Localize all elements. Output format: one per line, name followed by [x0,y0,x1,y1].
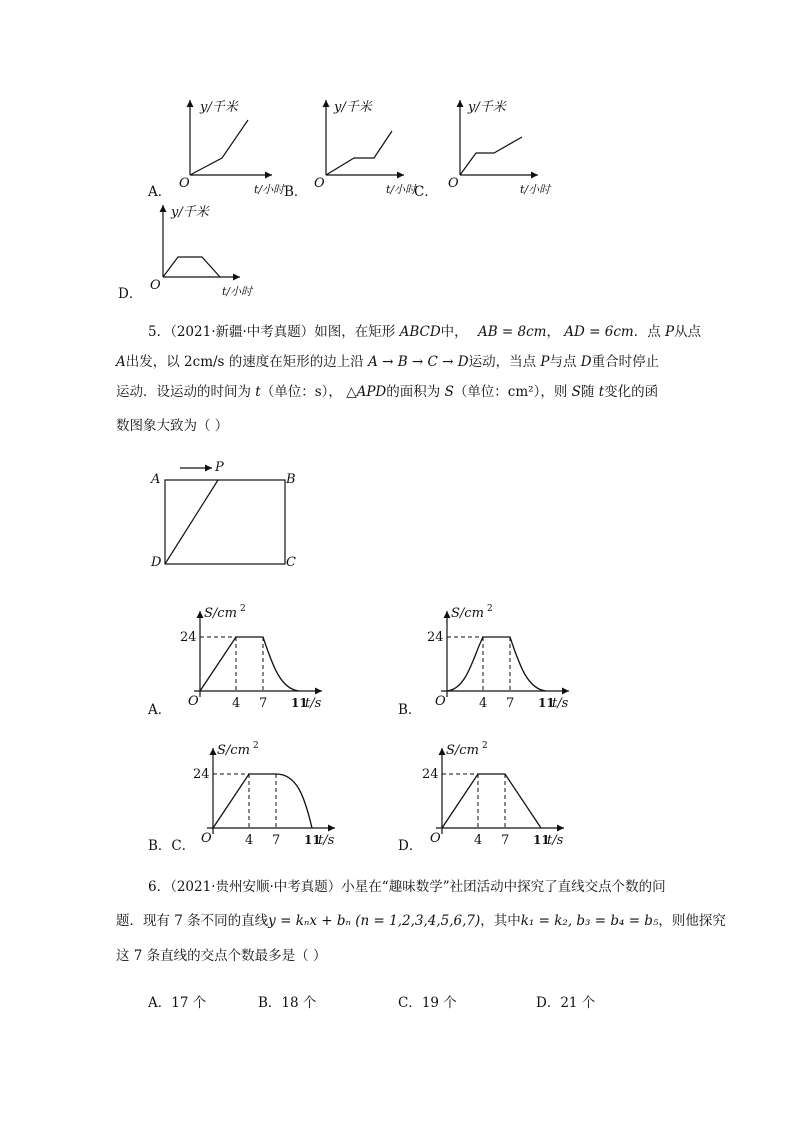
q4-b-t-label: t/小时 [386,183,417,196]
q6-text: ，其中 [480,913,521,929]
q5-option-c[interactable]: B．C． [148,838,196,854]
q5-option-b[interactable]: B． [398,702,422,718]
q5-text: 随 [580,384,595,400]
graph-c-y-label: S/cm [217,743,250,758]
graph-b-y-label: S/cm [451,606,484,621]
graph-d-y-label-sup: 2 [482,741,488,751]
graph-c-tick-11: 11 [304,833,321,847]
q4-option-c[interactable]: C． [414,184,438,200]
q5-var-s: S [444,384,454,400]
q4-graphs [0,0,794,310]
q5-text: 运动．设运动的时间为 [116,384,251,400]
q6-text: ，则他探究 [658,913,726,929]
graph-a-tick-11: 11 [291,696,308,710]
q4-option-b[interactable]: B． [284,184,308,200]
q5-point-d: D [580,354,592,370]
q4-a-t-label: t/小时 [254,183,285,196]
q6-choice-b[interactable]: B．18 个 [258,995,317,1011]
q5-var-s: S [571,384,581,400]
q4-b-origin: O [314,176,325,191]
q4-b-y-label: y/千米 [334,100,372,115]
q5-rect-name: ABCD [399,324,441,340]
q5-text: 重合时停止 [591,354,660,370]
graph-b-tick-11: 11 [538,696,555,710]
q5-point-p: P [540,354,550,370]
q4-a-y-label: y/千米 [200,100,238,115]
q6-source: （2021·贵州安顺·中考真题） [170,879,342,895]
graph-c-y-label-sup: 2 [253,741,259,751]
q4-a-origin: O [179,176,190,191]
graph-line [460,137,522,175]
rect-label-a: A [151,472,161,487]
graph-a-curve [200,637,299,691]
graph-c-tick-7: 7 [272,833,281,848]
q5-line-1: 5．（2021·新疆·中考真题）如图，在矩形 ABCD中， AB = 8cm， AD = 6cm．点 P从点 [148,324,702,340]
rect-label-c: C [286,555,296,570]
q6-condition: k₁ = k₂, b₃ = b₄ = b₅ [520,913,659,929]
q5-option-d[interactable]: D． [398,838,423,854]
q5-text: 运动，当点 [468,354,537,370]
graph-line [326,131,392,175]
segment-dp [165,480,218,564]
graph-b-tick-7: 7 [506,696,515,711]
q6-line-2 [116,911,726,931]
graph-a-origin: O [188,694,199,709]
q5-line-4: 数图象大致为（ ） [116,418,229,434]
q6-number: 6． [148,879,171,895]
q5-triangle: △APD [346,384,387,400]
graph-d-tick-24: 24 [422,767,439,782]
q5-line-3 [116,382,658,402]
q5-text: （单位：cm²），则 [453,384,568,400]
graph-a-tick-7: 7 [259,696,268,711]
q5-text: 与点 [549,354,577,370]
q5-text: 如图，在矩形 [314,324,396,340]
rect-label-b: B [286,472,296,487]
q4-d-origin: O [150,278,161,293]
graph-d-x-label: t/s [547,833,564,848]
graph-d-y-label: S/cm [446,743,479,758]
q5-text: 变化的函 [604,384,659,400]
q5-source: （2021·新疆·中考真题） [170,324,315,340]
graph-c-tick-24: 24 [193,767,210,782]
graph-line [190,120,248,175]
q5-ad: AD = 6cm [564,324,634,340]
rect-abcd [165,480,285,564]
q5-point-p: P [665,324,675,340]
graph-b-tick-4: 4 [479,696,488,711]
graph-b-origin: O [435,694,446,709]
q5-var-t: t [598,384,605,400]
q6-choice-c[interactable]: C．19 个 [398,995,457,1011]
graph-a-tick-4: 4 [232,696,241,711]
graph-a-tick-24: 24 [180,630,197,645]
q4-c-y-label: y/千米 [468,100,506,115]
q5-number: 5． [148,324,171,340]
q5-var-t: t [255,384,261,400]
q4-option-a[interactable]: A． [148,184,172,200]
q5-line-2 [116,352,659,372]
graph-a-x-label: t/s [305,696,322,711]
q6-text: 小星在“趣味数学”社团活动中探究了直线交点个数的问 [341,879,666,895]
q6-choice-a[interactable]: A．17 个 [148,995,207,1011]
rect-label-p: P [215,460,224,475]
graph-b-tick-24: 24 [427,630,444,645]
graph-d-tick-7: 7 [501,833,510,848]
graph-line [163,257,220,277]
graph-c-origin: O [201,831,212,846]
graph-a-y-label: S/cm [204,606,237,621]
graph-c-curve [213,774,312,828]
q6-line-3: 这 7 条直线的交点个数最多是（ ） [116,948,327,964]
q5-option-a[interactable]: A． [148,702,172,718]
graph-d-curve [442,774,541,828]
q5-text: ．点 [633,324,661,340]
q5-text: 中， [440,324,468,340]
rect-label-d: D [151,555,162,570]
graph-d-origin: O [430,831,441,846]
q4-d-y-label: y/千米 [171,205,209,220]
graph-c-tick-4: 4 [245,833,254,848]
q5-ab: AB = 8cm [477,324,547,340]
graph-b-x-label: t/s [552,696,569,711]
q4-c-t-label: t/小时 [520,183,551,196]
graph-b-curve [447,637,546,691]
q4-c-origin: O [448,176,459,191]
q5-text: （单位：s）， [260,384,342,400]
graph-d-tick-11: 11 [533,833,550,847]
q5-text: 从点 [674,324,702,340]
q4-option-d[interactable]: D． [118,286,143,302]
graph-d-tick-4: 4 [474,833,483,848]
q6-text: 题．现有 7 条不同的直线 [116,913,269,929]
graph-a-y-label-sup: 2 [240,604,246,614]
q5-text: 出发，以 2cm/s 的速度在矩形的边上沿 [125,354,364,370]
graph-c-x-label: t/s [318,833,335,848]
q6-formula: y = kₙx + bₙ (n = 1,2,3,4,5,6,7) [268,913,481,929]
q5-text: 的面积为 [386,384,441,400]
q6-line-1 [148,877,666,897]
q5-route: A → B → C → D [368,354,469,370]
graph-b-y-label-sup: 2 [487,604,493,614]
q5-point-a: A [116,354,126,370]
q6-choice-d[interactable]: D．21 个 [536,995,596,1011]
q4-d-t-label: t/小时 [222,285,253,298]
